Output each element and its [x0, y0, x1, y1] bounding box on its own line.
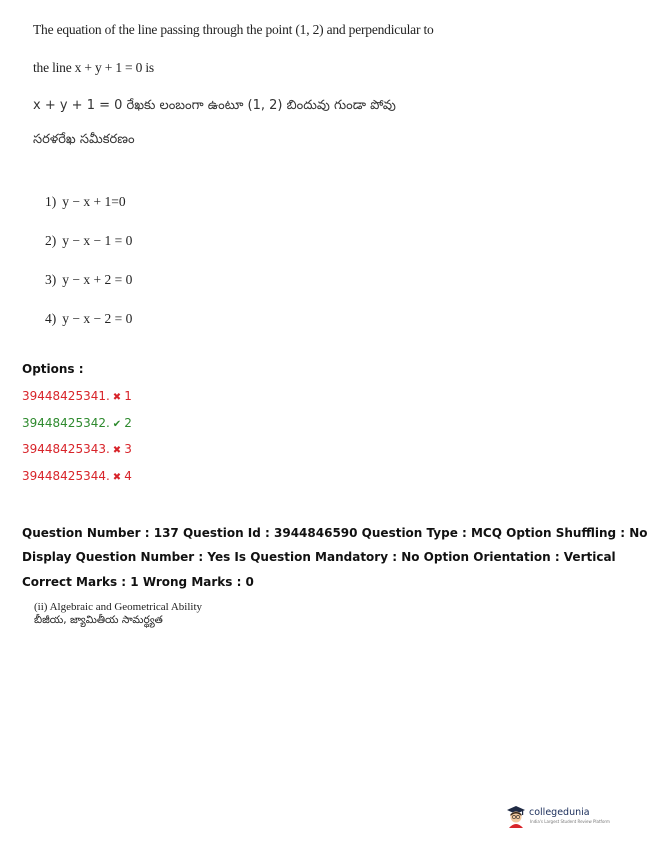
choice-text: y − x − 1 = 0 [62, 233, 133, 248]
question-meta-line-2: Display Question Number : Yes Is Question Mandatory : No Option Orientation : Vertical [22, 550, 616, 564]
section-title-telugu: బీజీయ, జ్యామితీయ సామర్థ్యత [34, 614, 163, 626]
option-row-2 [22, 416, 132, 430]
choice-number: 4) [45, 311, 57, 326]
choice-1 [45, 194, 126, 210]
option-value: 2 [124, 416, 132, 430]
choice-2 [45, 233, 132, 249]
question-meta-line-3: Correct Marks : 1 Wrong Marks : 0 [22, 575, 254, 589]
question-text-line-2: the line x + y + 1 = 0 is [33, 60, 154, 75]
option-id: 39448425342. [22, 416, 110, 430]
option-id: 39448425344. [22, 469, 110, 483]
choice-number: 3) [45, 272, 57, 287]
question-text-line-1: The equation of the line passing through the point (1, 2) and perpendicular to [33, 22, 434, 37]
choice-text: y − x − 2 = 0 [62, 311, 133, 326]
option-row-4 [22, 469, 132, 483]
logo-wordmark: collegedunia [529, 807, 590, 818]
cross-icon: ✖ [112, 472, 122, 483]
choice-text: y − x + 2 = 0 [62, 272, 133, 287]
question-meta-line-1: Question Number : 137 Question Id : 3944846590 Question Type : MCQ Option Shuffling : No [22, 526, 648, 540]
choice-3 [45, 272, 132, 288]
logo-tagline: India's Largest Student Review Platform [530, 819, 610, 824]
cross-icon: ✖ [112, 392, 122, 403]
options-heading: Options : [22, 362, 84, 376]
option-id: 39448425343. [22, 442, 110, 456]
question-telugu-line-2: సరళరేఖ సమీకరణం [33, 132, 135, 147]
choice-number: 2) [45, 233, 57, 248]
cross-icon: ✖ [112, 445, 122, 456]
collegedunia-logo[interactable] [505, 804, 610, 828]
choice-number: 1) [45, 194, 57, 209]
option-value: 4 [124, 469, 132, 483]
option-value: 3 [124, 442, 132, 456]
choice-text: y − x + 1=0 [62, 194, 126, 209]
section-title: (ii) Algebraic and Geometrical Ability [34, 601, 203, 613]
option-value: 1 [124, 389, 132, 403]
option-id: 39448425341. [22, 389, 110, 403]
option-row-1 [22, 389, 132, 403]
check-icon: ✔ [112, 419, 122, 430]
question-telugu-line-1: x + y + 1 = 0 రేఖకు లంబంగా ఉంటూ (1, 2) బిందువు గుండా పోవు [33, 98, 396, 113]
graduate-avatar-icon [505, 804, 527, 828]
choice-4 [45, 311, 132, 327]
option-row-3 [22, 442, 132, 456]
